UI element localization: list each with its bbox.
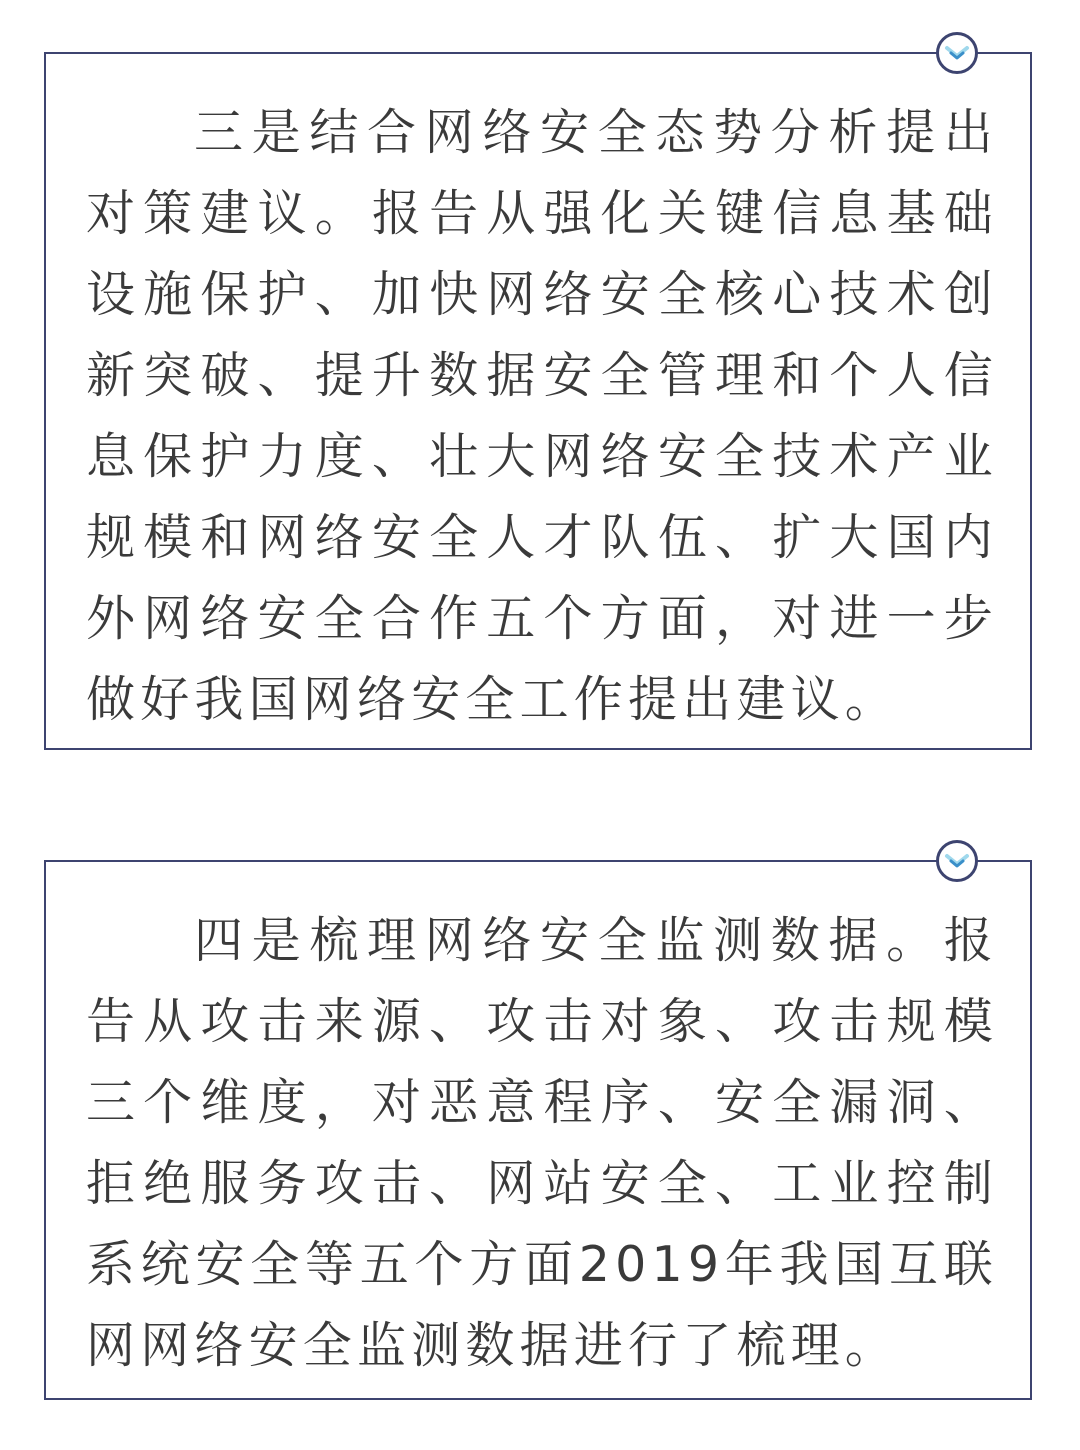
section-card-2 — [44, 860, 1032, 1400]
chevron-down-icon — [936, 32, 978, 74]
section-paragraph: 四是梳理网络安全监测数据。报告从攻击来源、攻击对象、攻击规模三个维度，对恶意程序、安全漏洞、拒绝服务攻击、网站安全、工业控制系统安全等五个方面2019年我国互联网网络安全监测数据进行了梳理。 — [86, 912, 998, 1374]
chevron-down-icon — [936, 840, 978, 882]
section-paragraph: 三是结合网络安全态势分析提出对策建议。报告从强化关键信息基础设施保护、加快网络安全核心技术创新突破、提升数据安全管理和个人信息保护力度、壮大网络安全技术产业规模和网络安全人才队伍、扩大国内外网络安全合作五个方面，对进一步做好我国网络安全工作提出建议。 — [86, 104, 998, 728]
section-card-1 — [44, 52, 1032, 750]
